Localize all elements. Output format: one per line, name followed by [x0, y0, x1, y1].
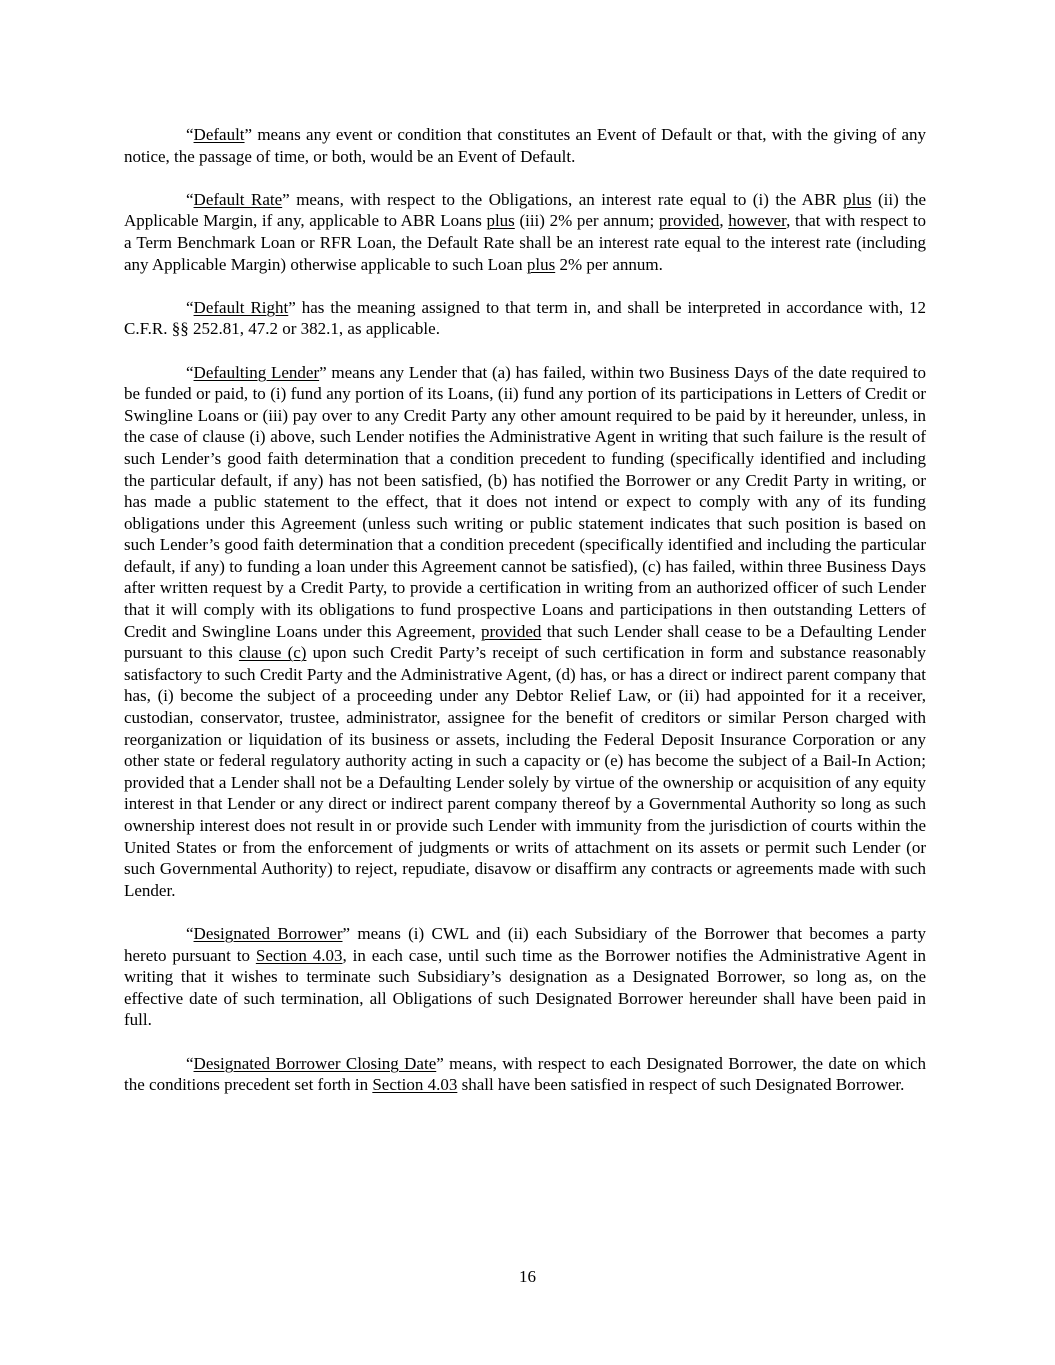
definition-text: shall have been satisfied in respect of such Designated Borrower. — [457, 1075, 905, 1095]
defined-term: Default — [193, 125, 245, 144]
definition-text: , that with respect to a Term Benchmark Loan or RFR Loan, the Default Rate shall be an interest rate equal to the interest rate (including any Applicable Margin) otherwise applicable to such Loan — [124, 211, 927, 274]
definition-text: “ — [186, 1053, 194, 1073]
definition-paragraph — [124, 189, 926, 275]
definition-text: ” means any Lender that (a) has failed, within two Business Days of the date required to be funded or paid, to (i) fund any portion of its Loans, (ii) fund any portion of its participations in Letters of Credit or Swingline Loans or (iii) pay over to any Credit Party any other amount required to be paid by it hereunder, unless, in the case of clause (i) above, such Lender notifies the Administrative Agent in writing that such failure is the result of such Lender’s good faith determination that a condition precedent to funding (specifically identified and including the particular default, if any) has not been satisfied, (b) has notified the Borrower or any Credit Party in writing, or has made a public statement to the effect, that it does not intend or expect to comply with any of its funding obligations under this Agreement (unless such writing or public statement indicates that such position is based on such Lender’s good faith determination that a condition precedent (specifically identified and including the particular default, if any) to funding a loan under this Agreement cannot be satisfied), (c) has failed, within three Business Days after written request by a Credit Party, to provide a certification in writing from an authorized officer of such Lender that it will comply with its obligations to fund prospective Loans and participations in then outstanding Letters of Credit and Swingline Loans under this Agreement, — [124, 362, 926, 641]
definition-text: “ — [186, 362, 194, 382]
definition-text: ” has the meaning assigned to that term in, and shall be interpreted in accordance with, 12 C.F.R. §§ 252.81, 47.2 or 382.1, as applicable. — [124, 297, 927, 339]
cross-reference: provided — [658, 211, 720, 231]
document-page — [124, 124, 926, 1117]
defined-term: Default Right — [193, 297, 289, 317]
cross-reference: however — [728, 211, 787, 231]
definition-text: , in each case, until such time as the Borrower notifies the Administrative Agent in writing that it wishes to terminate such Subsidiary’s designation as a Designated Borrower, so long as, on the effective date of such termination, all Obligations of such Designated Borrower hereunder shall have been paid in full. — [124, 945, 927, 1030]
cross-reference: plus — [843, 189, 872, 209]
cross-reference: Section 4.03 — [255, 945, 343, 965]
definition-text: “ — [186, 923, 194, 943]
definition-paragraph — [124, 362, 926, 902]
cross-reference: Section 4.03 — [372, 1075, 458, 1095]
definition-paragraph — [124, 297, 926, 340]
defined-term: Designated Borrower — [193, 923, 343, 943]
definition-text: (ii) the Applicable Margin, if any, applicable to ABR Loans — [124, 189, 926, 231]
definition-text: “ — [186, 189, 194, 209]
definition-text: “ — [186, 125, 194, 144]
definition-paragraph — [124, 124, 926, 167]
definition-text: , — [719, 211, 729, 231]
cross-reference: provided — [480, 621, 542, 641]
definition-text: ” means, with respect to the Obligations, an interest rate equal to (i) the ABR — [282, 189, 844, 209]
definition-paragraph — [124, 1053, 926, 1096]
definition-text: ” means, with respect to each Designated Borrower, the date on which the conditions precedent set forth in — [124, 1053, 926, 1095]
defined-term: Designated Borrower Closing Date — [193, 1053, 437, 1073]
cross-reference: clause (c) — [238, 643, 307, 663]
defined-term: Default Rate — [193, 189, 283, 209]
defined-term: Defaulting Lender — [193, 362, 320, 382]
cross-reference: plus — [486, 211, 515, 231]
definition-paragraph — [124, 923, 926, 1031]
page-number: 16 — [519, 1267, 536, 1286]
definition-text: that such Lender shall cease to be a Defaulting Lender pursuant to this — [124, 621, 926, 663]
definition-text: 2% per annum. — [555, 254, 663, 274]
definition-text: “ — [186, 297, 194, 317]
cross-reference: plus — [526, 254, 556, 274]
definition-text: ” means (i) CWL and (ii) each Subsidiary of the Borrower that becomes a party hereto pursuant to — [124, 923, 926, 965]
definitions-list — [124, 124, 926, 1096]
definition-text: upon such Credit Party’s receipt of such certification in form and substance reasonably satisfactory to such Credit Party and the Administrative Agent, (d) has, or has a direct or indirect parent company that has, (i) become the subject of a proceeding under any Debtor Relief Law, or (ii) had appointed for it a receiver, custodian, conservator, trustee, administrator, assignee for the benefit of creditors or similar Person charged with reorganization or liquidation of its business or assets, including the Federal Deposit Insurance Corporation or any other state or federal regulatory authority acting in such a capacity or (e) has become the subject of a Bail-In Action; provided that a Lender shall not be a Defaulting Lender solely by virtue of the ownership or acquisition of any equity interest in that Lender or any direct or indirect parent company thereof by a Governmental Authority so long as such ownership interest does not result in or provide such Lender with immunity from the jurisdiction of courts within the United States or from the enforcement of judgments or writs of attachment on its assets or permit such Lender (or such Governmental Authority) to reject, repudiate, disavow or disaffirm any contracts or agreements made with such Lender. — [124, 643, 926, 900]
definition-text: (iii) 2% per annum; — [514, 211, 659, 231]
definition-text: ” means any event or condition that constitutes an Event of Default or that, with the giving of any notice, the passage of time, or both, would be an Event of Default. — [124, 125, 926, 166]
